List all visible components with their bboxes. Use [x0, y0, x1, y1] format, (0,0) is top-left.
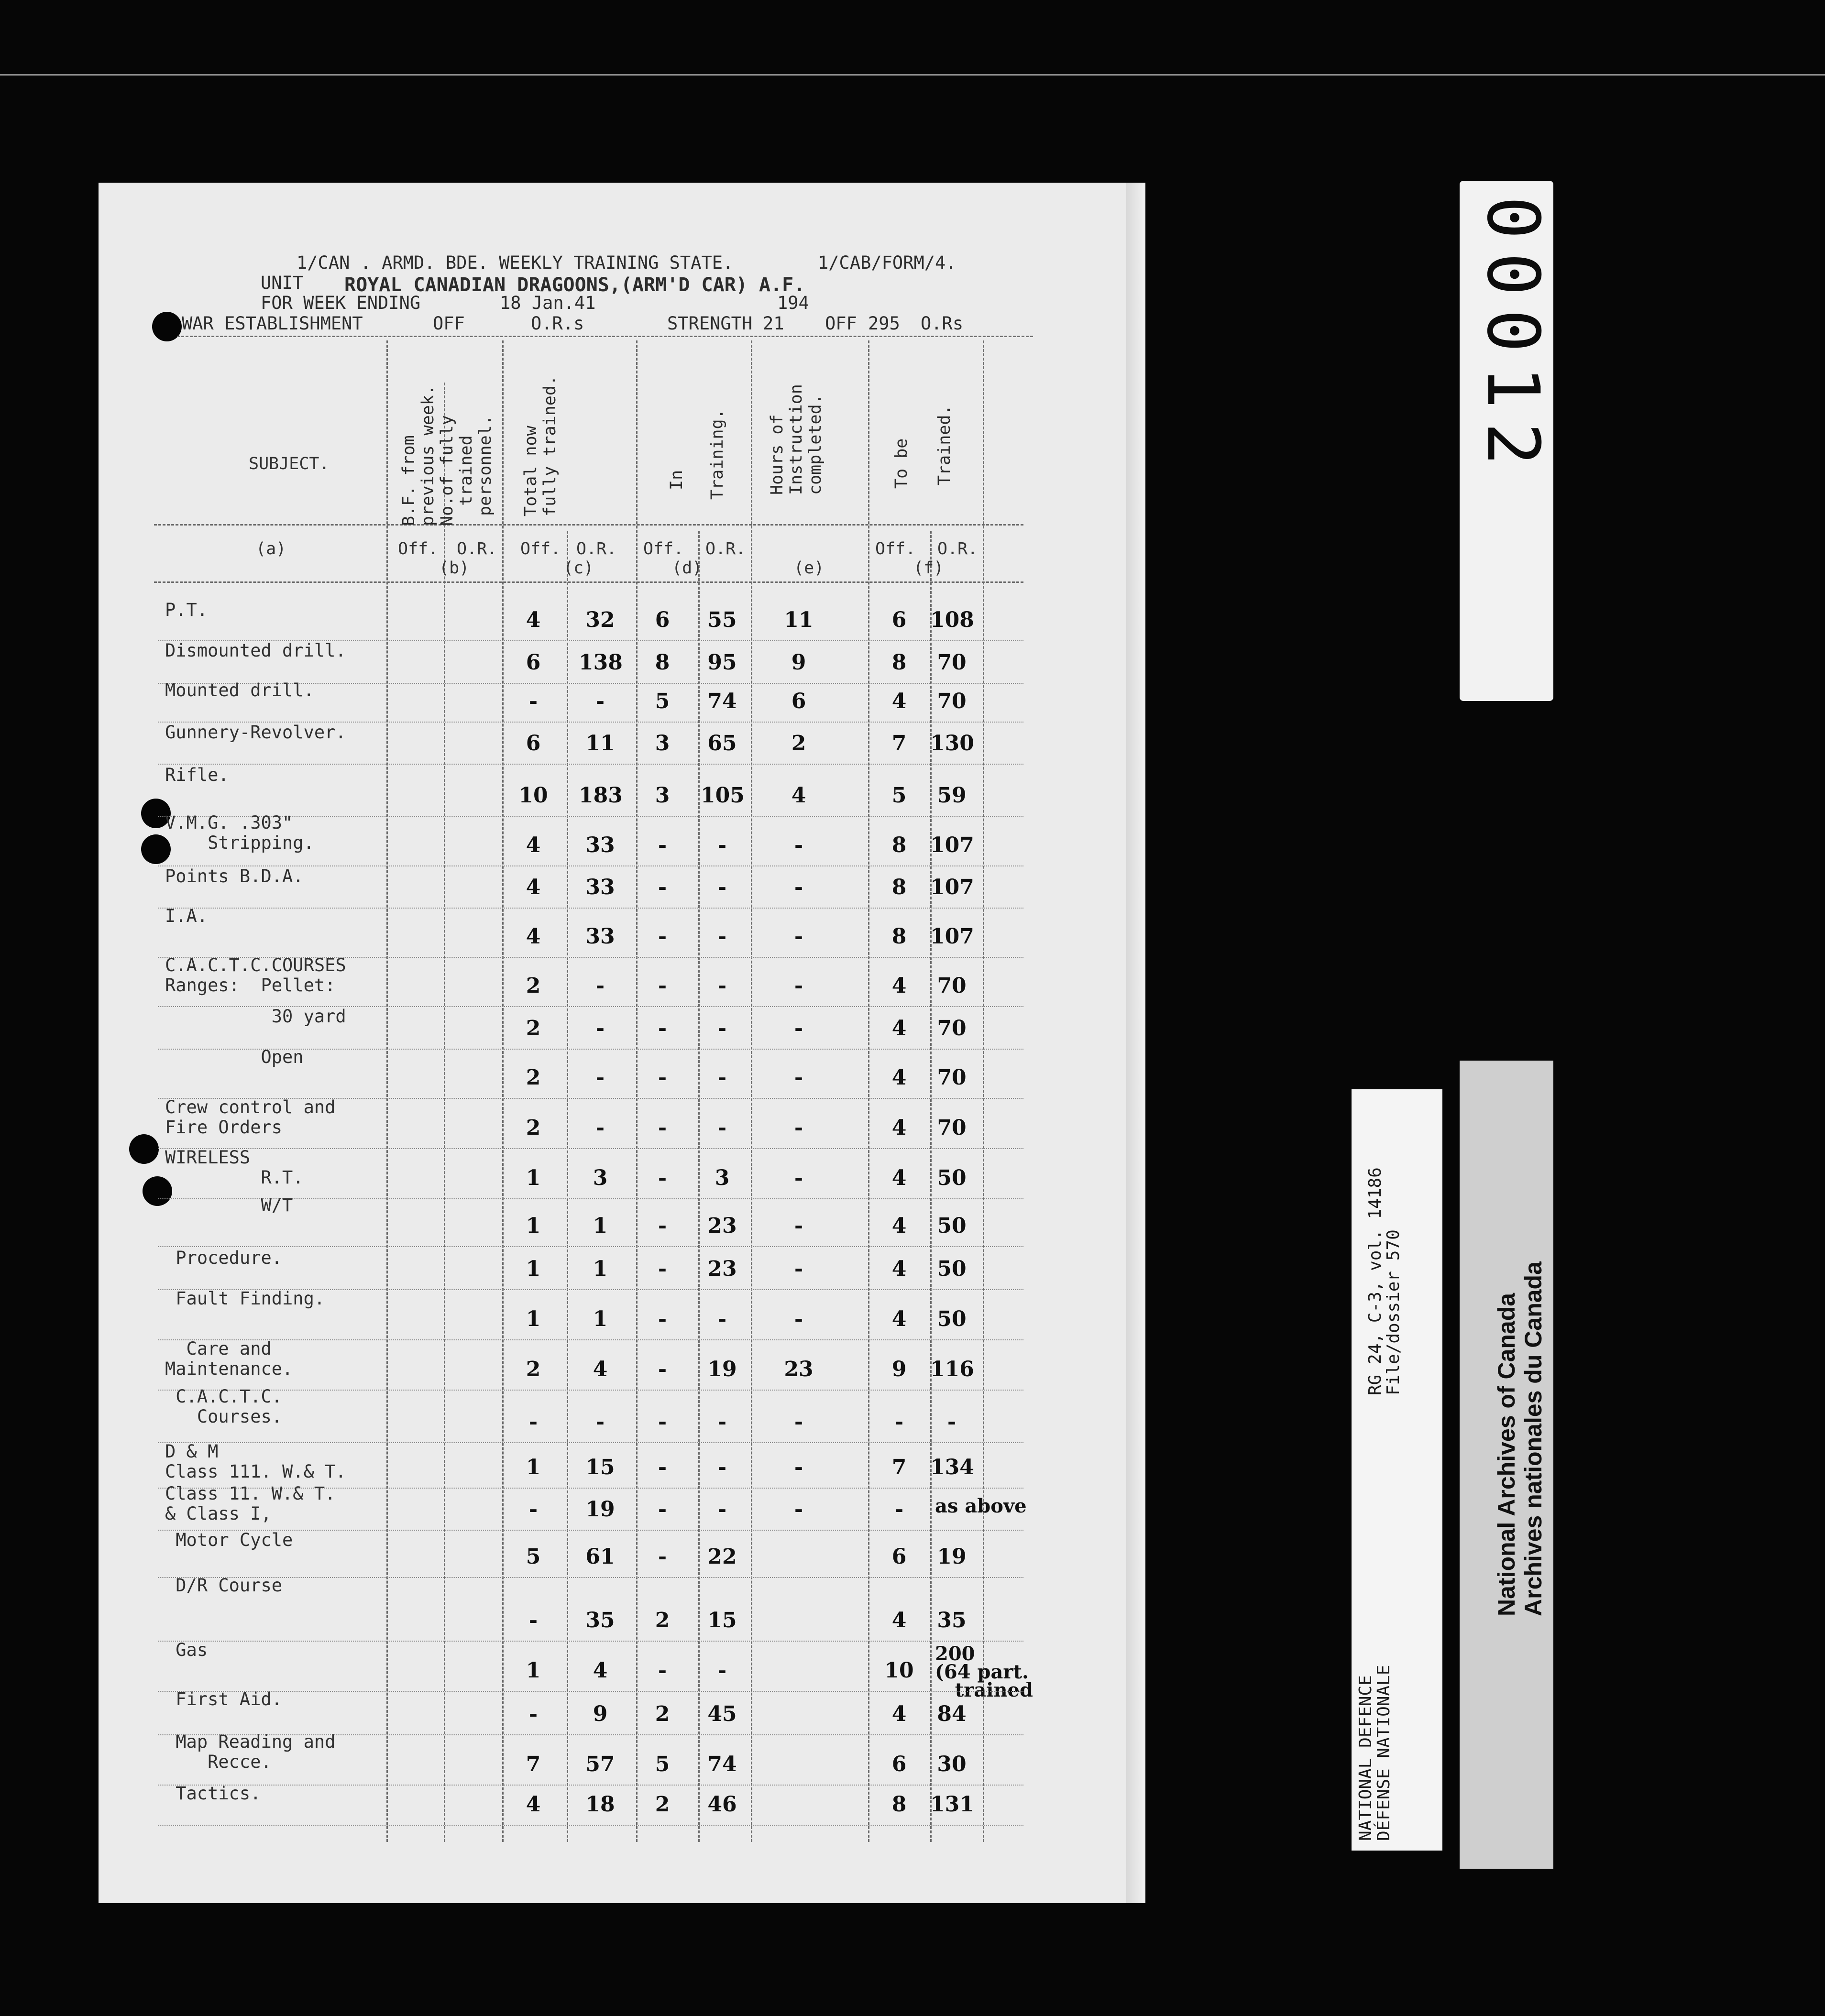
- cell-d-off: -: [658, 1116, 667, 1140]
- cell-c-or: 18: [585, 1792, 615, 1817]
- cell-d-off: 6: [655, 608, 670, 632]
- cell-f-off: 8: [891, 650, 907, 675]
- col-b-label: (b): [439, 559, 470, 578]
- unit-name: ROYAL CANADIAN DRAGOONS,(ARM'D CAR) A.F.: [344, 274, 805, 296]
- cell-d-off: 2: [655, 1792, 670, 1817]
- cell-f-off: 4: [891, 1016, 907, 1041]
- cell-f-or: 70: [937, 1065, 967, 1090]
- cell-c-or: -: [595, 974, 605, 998]
- nac-text: [1493, 1261, 1547, 1616]
- cell-c-or: 35: [585, 1608, 615, 1633]
- cell-c-off: 1: [526, 1166, 541, 1190]
- row-rule: [158, 1390, 1023, 1391]
- cell-d-or: 65: [707, 731, 737, 756]
- cell-d-off: 5: [655, 689, 670, 713]
- cell-d-off: -: [658, 1016, 667, 1041]
- cell-c-off: -: [528, 1702, 538, 1726]
- col-a-label: (a): [256, 539, 286, 559]
- header-rule: [177, 336, 1033, 337]
- cell-f-or: 70: [937, 974, 967, 998]
- strength-label: STRENGTH: [667, 313, 753, 334]
- cell-d-or: 74: [707, 1752, 737, 1776]
- row-rule: [158, 764, 1023, 765]
- col-divider-d2: [698, 531, 700, 1842]
- cell-e: 11: [784, 608, 814, 632]
- war-establishment-label: WAR ESTABLISHMENT: [182, 313, 363, 334]
- cell-e: -: [794, 875, 803, 899]
- cell-f-or: 107: [930, 875, 974, 899]
- cell-c-or: 15: [585, 1455, 615, 1479]
- cell-f-or: as above: [935, 1495, 1027, 1517]
- cell-c-off: 5: [526, 1545, 541, 1569]
- ref-line2: File/dossier 570: [1384, 1229, 1403, 1395]
- cell-d-or: -: [717, 1658, 727, 1683]
- cell-f-or: -: [947, 1410, 956, 1434]
- cell-d-off: -: [658, 1166, 667, 1190]
- cell-d-or: 22: [707, 1545, 737, 1569]
- form-number: 1/CAB/FORM/4.: [818, 252, 956, 273]
- cell-e: 23: [784, 1357, 814, 1381]
- cell-d-off: -: [658, 1307, 667, 1331]
- subject-header: SUBJECT.: [249, 454, 330, 473]
- unit-label: UNIT: [261, 273, 304, 293]
- cell-d-or: 23: [707, 1214, 737, 1238]
- row-subject: Rifle.: [165, 765, 229, 785]
- cell-c-or: 4: [593, 1357, 608, 1381]
- cell-e: -: [794, 974, 803, 998]
- row-subject: WIRELESS R.T.: [165, 1147, 304, 1188]
- cell-c-or: 4: [593, 1658, 608, 1683]
- cell-c-or: 138: [579, 650, 623, 675]
- row-subject: Points B.D.A.: [165, 866, 304, 887]
- cell-f-or: 108: [930, 608, 974, 632]
- nac-line2: Archives nationales du Canada: [1520, 1261, 1547, 1616]
- cell-f-or: 131: [930, 1792, 974, 1817]
- col-divider-a: [386, 340, 388, 1842]
- cell-d-or: -: [717, 924, 727, 949]
- cell-c-off: -: [528, 1497, 538, 1522]
- cell-e: -: [794, 1116, 803, 1140]
- row-subject: D/R Course: [165, 1575, 283, 1596]
- cell-c-or: -: [595, 1016, 605, 1041]
- cell-d-off: -: [658, 1545, 667, 1569]
- cell-d-or: -: [717, 1065, 727, 1090]
- row-subject: Crew control and Fire Orders: [165, 1097, 336, 1138]
- cell-e: -: [794, 1497, 803, 1522]
- cell-c-or: -: [595, 1065, 605, 1090]
- cell-f-or: 70: [937, 1016, 967, 1041]
- cell-f-or: 134: [930, 1455, 974, 1479]
- col-b-or: O.R.: [457, 539, 497, 559]
- row-subject: W/T: [165, 1195, 293, 1216]
- cell-f-or: 50: [937, 1257, 967, 1281]
- cell-c-off: -: [528, 1410, 538, 1434]
- row-subject: Dismounted drill.: [165, 640, 346, 661]
- cell-d-or: 95: [707, 650, 737, 675]
- hours-header: Hours of Instruction completed.: [768, 384, 825, 495]
- cell-d-off: 2: [655, 1608, 670, 1633]
- cell-f-off: 5: [891, 783, 907, 808]
- cell-e: 6: [791, 689, 806, 713]
- col-c-label: (c): [563, 559, 594, 578]
- cell-f-or: 70: [937, 1116, 967, 1140]
- cell-d-off: -: [658, 974, 667, 998]
- cell-f-off: -: [894, 1410, 904, 1434]
- row-subject: Tactics.: [165, 1783, 261, 1804]
- cell-f-or: 107: [930, 924, 974, 949]
- cell-c-or: 19: [585, 1497, 615, 1522]
- tobe-header: To be: [892, 438, 911, 489]
- cell-c-off: 4: [526, 1792, 541, 1817]
- col-b-off: Off.: [398, 539, 439, 559]
- establishment-off-label: OFF: [433, 313, 465, 334]
- cell-d-off: -: [658, 1257, 667, 1281]
- cell-d-or: 46: [707, 1792, 737, 1817]
- cell-f-or: 30: [937, 1752, 967, 1776]
- cell-c-off: 4: [526, 875, 541, 899]
- cell-f-off: 9: [891, 1357, 907, 1381]
- cell-f-off: 4: [891, 1257, 907, 1281]
- cell-d-off: 3: [655, 783, 670, 808]
- cell-d-off: -: [658, 833, 667, 857]
- cell-e: -: [794, 1214, 803, 1238]
- bf-header: B.F. from previous week. No.of fully trained personnel.: [399, 384, 495, 526]
- col-divider-c2: [567, 531, 568, 1842]
- cell-e: 2: [791, 731, 806, 756]
- cell-f-off: 8: [891, 833, 907, 857]
- cell-f-or: 50: [937, 1166, 967, 1190]
- cell-c-off: 1: [526, 1658, 541, 1683]
- col-divider-d: [636, 340, 638, 1842]
- cell-c-or: 57: [585, 1752, 615, 1776]
- col-e-label: (e): [794, 559, 825, 578]
- form-title: 1/CAN . ARMD. BDE. WEEKLY TRAINING STATE.: [297, 252, 734, 273]
- cell-d-or: -: [717, 1307, 727, 1331]
- cell-c-off: 2: [526, 1357, 541, 1381]
- cell-c-off: 6: [526, 731, 541, 756]
- cell-d-off: -: [658, 1410, 667, 1434]
- cell-e: 9: [791, 650, 806, 675]
- row-subject: Motor Cycle: [165, 1530, 293, 1550]
- cell-c-off: 1: [526, 1455, 541, 1479]
- cell-d-off: -: [658, 1497, 667, 1522]
- cell-f-or: 70: [937, 689, 967, 713]
- row-rule: [158, 1577, 1023, 1578]
- strength-ors-value: 295: [868, 313, 900, 334]
- cell-f-off: 6: [891, 608, 907, 632]
- row-rule: [158, 908, 1023, 909]
- col-divider-f: [868, 340, 869, 1842]
- subheader-rule: [154, 581, 1023, 583]
- cell-d-or: 19: [707, 1357, 737, 1381]
- row-subject: First Aid.: [165, 1689, 283, 1709]
- cell-d-off: -: [658, 1658, 667, 1683]
- year-label: 194: [777, 293, 809, 313]
- cell-e: 4: [791, 783, 806, 808]
- cell-f-off: 4: [891, 1116, 907, 1140]
- cell-f-or: 35: [937, 1608, 967, 1633]
- col-divider-e: [751, 340, 752, 1842]
- col-d-label: (d): [672, 559, 703, 578]
- trained-header: Trained.: [935, 405, 954, 485]
- cell-d-or: -: [717, 875, 727, 899]
- cell-e: -: [794, 1166, 803, 1190]
- cell-d-or: 15: [707, 1608, 737, 1633]
- col-c-off: Off.: [520, 539, 561, 559]
- cell-c-or: 3: [593, 1166, 608, 1190]
- cell-f-off: 4: [891, 689, 907, 713]
- in-header: In: [667, 470, 686, 490]
- cell-d-off: 8: [655, 650, 670, 675]
- row-subject: C.A.C.T.C.COURSES Ranges: Pellet:: [165, 955, 346, 996]
- cell-d-off: 2: [655, 1702, 670, 1726]
- cell-f-off: 6: [891, 1545, 907, 1569]
- cell-f-or: 59: [937, 783, 967, 808]
- row-rule: [158, 1691, 1023, 1692]
- row-subject: V.M.G. .303" Stripping.: [165, 812, 314, 853]
- row-subject: Open: [165, 1047, 304, 1067]
- col-d-off: Off.: [643, 539, 684, 559]
- sheet-edge-shadow: [1126, 183, 1145, 1903]
- cell-c-off: 2: [526, 1065, 541, 1090]
- col-f-or: O.R.: [937, 539, 978, 559]
- cell-d-off: 5: [655, 1752, 670, 1776]
- row-rule: [158, 1246, 1023, 1247]
- cell-f-or: 84: [937, 1702, 967, 1726]
- cell-e: -: [794, 1455, 803, 1479]
- cell-d-off: 3: [655, 731, 670, 756]
- cell-c-off: 1: [526, 1257, 541, 1281]
- cell-e: -: [794, 1257, 803, 1281]
- cell-d-off: -: [658, 924, 667, 949]
- cell-f-off: 10: [884, 1658, 914, 1683]
- cell-f-off: 7: [891, 1455, 907, 1479]
- cell-c-or: 1: [593, 1214, 608, 1238]
- film-edge-strip: [0, 74, 1825, 76]
- cell-d-or: -: [717, 1497, 727, 1522]
- week-label: FOR WEEK ENDING: [261, 293, 421, 313]
- cell-f-off: 4: [891, 1702, 907, 1726]
- cell-d-or: 55: [707, 608, 737, 632]
- cell-f-or: 116: [930, 1357, 974, 1381]
- cell-d-or: 105: [701, 783, 745, 808]
- col-d-or: O.R.: [705, 539, 746, 559]
- cell-d-off: -: [658, 1214, 667, 1238]
- cell-e: -: [794, 1410, 803, 1434]
- col-divider-g: [983, 340, 984, 1842]
- cell-c-off: 4: [526, 833, 541, 857]
- cell-f-or: 50: [937, 1214, 967, 1238]
- cell-f-off: 4: [891, 1608, 907, 1633]
- strength-ors-label: O.Rs: [921, 313, 964, 334]
- row-subject: Gas: [165, 1640, 208, 1660]
- row-subject: Procedure.: [165, 1248, 283, 1268]
- cell-f-off: 4: [891, 1214, 907, 1238]
- cell-f-or: 50: [937, 1307, 967, 1331]
- row-subject: Care and Maintenance.: [165, 1338, 293, 1379]
- row-subject: I.A.: [165, 906, 208, 926]
- col-f-label: (f): [913, 559, 944, 578]
- cell-e: -: [794, 1016, 803, 1041]
- cell-c-off: 6: [526, 650, 541, 675]
- cell-c-off: 2: [526, 974, 541, 998]
- cell-c-or: 1: [593, 1257, 608, 1281]
- week-date: 18 Jan.41: [500, 293, 596, 313]
- cell-c-off: 1: [526, 1214, 541, 1238]
- cell-d-off: -: [658, 875, 667, 899]
- cell-c-off: 2: [526, 1116, 541, 1140]
- cell-d-or: -: [717, 1455, 727, 1479]
- cell-c-or: 32: [585, 608, 615, 632]
- cell-d-off: -: [658, 1065, 667, 1090]
- cell-d-or: -: [717, 1116, 727, 1140]
- cell-c-or: 33: [585, 875, 615, 899]
- cell-f-off: 8: [891, 1792, 907, 1817]
- cell-c-off: -: [528, 689, 538, 713]
- row-subject: Fault Finding.: [165, 1288, 325, 1309]
- nd-line1: NATIONAL DEFENCE: [1356, 1675, 1375, 1841]
- cell-d-off: -: [658, 1455, 667, 1479]
- cell-f-off: -: [894, 1497, 904, 1522]
- cell-f-or: 70: [937, 650, 967, 675]
- cell-f-off: 4: [891, 1166, 907, 1190]
- cell-f-off: 7: [891, 731, 907, 756]
- cell-d-or: 74: [707, 689, 737, 713]
- row-rule: [158, 1785, 1023, 1786]
- cell-f-off: 6: [891, 1752, 907, 1776]
- cell-e: -: [794, 924, 803, 949]
- cell-c-or: 11: [585, 731, 615, 756]
- cell-c-off: 1: [526, 1307, 541, 1331]
- cell-c-off: 4: [526, 608, 541, 632]
- strength-off-label: OFF: [825, 313, 857, 334]
- cell-f-off: 8: [891, 924, 907, 949]
- cell-d-or: 45: [707, 1702, 737, 1726]
- cell-c-off: -: [528, 1608, 538, 1633]
- cell-c-or: 33: [585, 924, 615, 949]
- cell-d-or: 3: [715, 1166, 730, 1190]
- row-subject: Gunnery-Revolver.: [165, 722, 346, 743]
- cell-d-or: -: [717, 974, 727, 998]
- cell-e: -: [794, 1065, 803, 1090]
- cell-c-or: -: [595, 1116, 605, 1140]
- cell-c-off: 10: [518, 783, 548, 808]
- cell-c-or: 61: [585, 1545, 615, 1569]
- cell-d-or: 23: [707, 1257, 737, 1281]
- col-divider-c: [502, 340, 504, 1842]
- cell-f-off: 4: [891, 974, 907, 998]
- frame-number: 00012: [1471, 196, 1554, 479]
- cell-c-or: 33: [585, 833, 615, 857]
- nac-line1: National Archives of Canada: [1493, 1293, 1520, 1616]
- cell-c-or: 9: [593, 1702, 608, 1726]
- cell-f-or: 200 (64 part. trained: [935, 1643, 1033, 1701]
- cell-e: -: [794, 1307, 803, 1331]
- cell-d-off: -: [658, 1357, 667, 1381]
- cell-e: -: [794, 833, 803, 857]
- row-subject: Class 11. W.& T. & Class I,: [165, 1483, 336, 1524]
- ref-line1: RG 24, C-3, vol. 14186: [1365, 1167, 1385, 1395]
- row-subject: D & M Class 111. W.& T.: [165, 1441, 346, 1482]
- row-subject: Map Reading and Recce.: [176, 1731, 336, 1772]
- total-header: Total now fully trained.: [521, 375, 560, 516]
- cell-c-or: -: [595, 1410, 605, 1434]
- cell-d-or: -: [717, 1410, 727, 1434]
- row-subject: C.A.C.T.C. Courses.: [176, 1386, 283, 1427]
- cell-f-or: 19: [937, 1545, 967, 1569]
- strength-off-value: 21: [763, 313, 784, 334]
- cell-c-or: 1: [593, 1307, 608, 1331]
- column-header-rule: [154, 524, 1023, 526]
- cell-c-off: 7: [526, 1752, 541, 1776]
- row-subject: P.T.: [165, 600, 208, 620]
- cell-c-or: 183: [579, 783, 623, 808]
- cell-f-or: 130: [930, 731, 974, 756]
- row-rule: [158, 1641, 1023, 1642]
- cell-d-or: -: [717, 833, 727, 857]
- cell-c-off: 2: [526, 1016, 541, 1041]
- punch-hole: [129, 1134, 159, 1164]
- col-divider-b: [444, 383, 445, 1842]
- col-c-or: O.R.: [576, 539, 617, 559]
- cell-f-off: 8: [891, 875, 907, 899]
- col-f-off: Off.: [875, 539, 916, 559]
- row-subject: Mounted drill.: [165, 680, 314, 701]
- cell-f-off: 4: [891, 1065, 907, 1090]
- cell-c-off: 4: [526, 924, 541, 949]
- training-header: Training.: [708, 409, 727, 500]
- cell-d-or: -: [717, 1016, 727, 1041]
- row-rule: [158, 1825, 1023, 1826]
- cell-f-off: 4: [891, 1307, 907, 1331]
- cell-c-or: -: [595, 689, 605, 713]
- cell-f-or: 107: [930, 833, 974, 857]
- establishment-ors-label: O.R.s: [531, 313, 584, 334]
- nd-line2: DÉFENSE NATIONALE: [1374, 1665, 1394, 1841]
- row-subject: 30 yard: [165, 1006, 346, 1027]
